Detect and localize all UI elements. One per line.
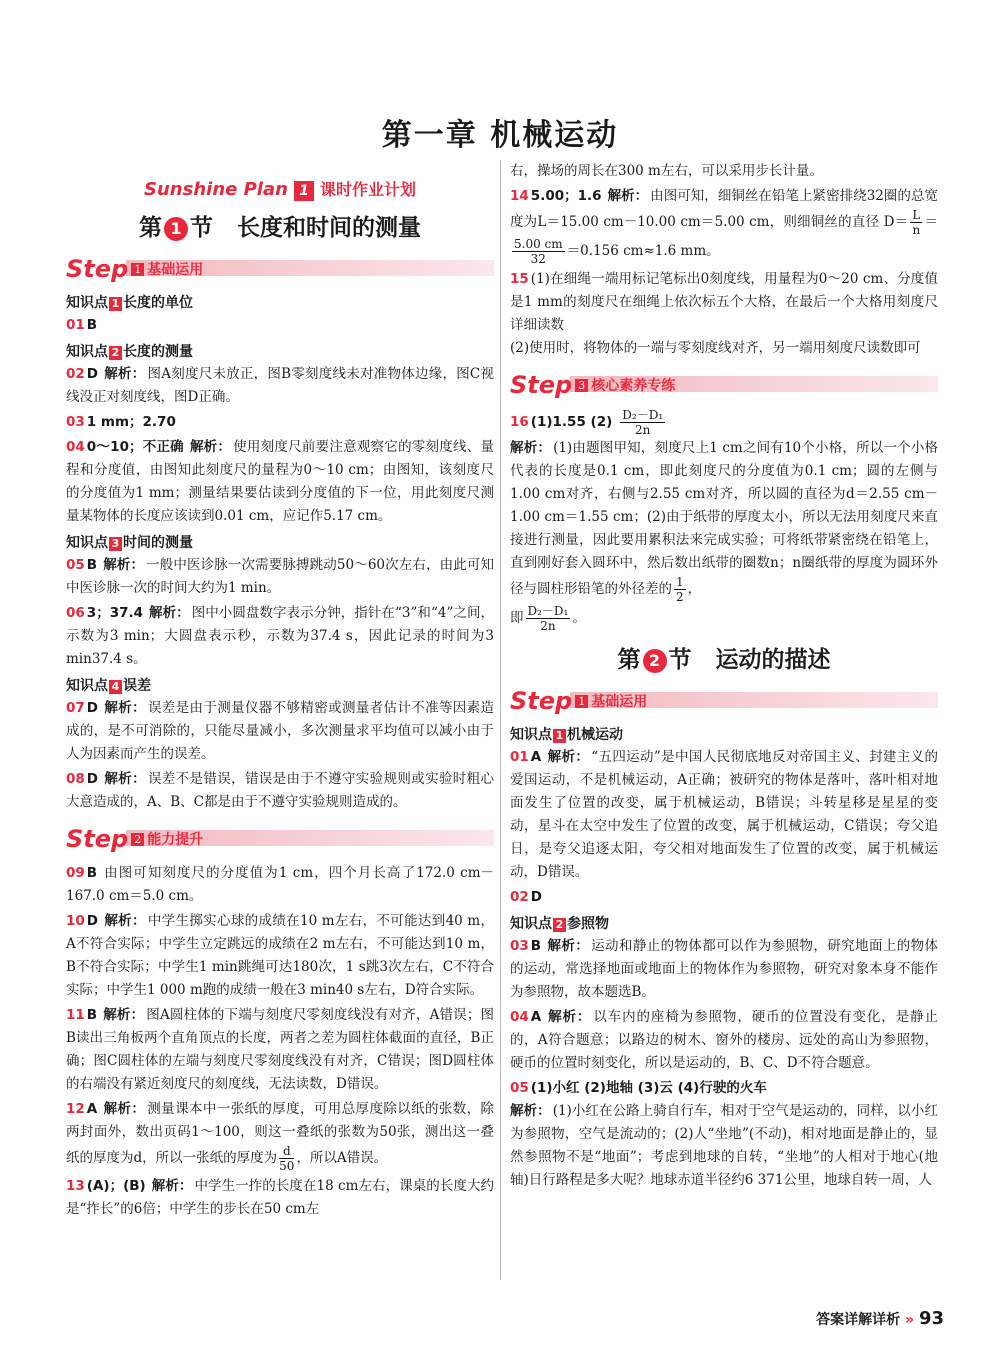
footer-arrow-icon: »	[905, 1312, 915, 1328]
answer-item: 08 D 解析： 误差不是错误，错误是由于不遵守实验规则或实验时粗心大意造成的，A、B、C都是由于不遵守实验规则造成的。	[66, 771, 495, 810]
knowledge-point: 知识点 1 机械运动	[510, 727, 623, 743]
answer-item: 05 B 解析： 一般中医诊脉一次需要脉搏跳动50～60次左右，由此可知中医诊脉一次的时间大约为1 min。	[66, 557, 495, 596]
answer-item: 03 B 解析： 运动和静止的物体都可以作为参照物，研究地面上的物体的运动，常选择地面或地面上的物体作为参照物，研究对象本身不能作为参照物，故本题选B。	[510, 938, 939, 1000]
fraction: $\frac{\text{D₂－D₁}}{2n}$	[622, 408, 664, 437]
left-column	[66, 165, 494, 1223]
answer-item: 04 0～10；不正确 解析： 使用刻度尺前要注意观察它的零刻度线、量程和分度值，由图知此刻度尺的量程为0～10 cm；由图知，该刻度尺的分度值为1 mm；测量结果要估读到分度值的下一位，用此刻度尺测量某物体的长度应该读到0.01 cm，应记作5.17 cm。	[66, 439, 495, 524]
answer-item: 09 B 由图可知刻度尺的分度值为1 cm，四个月长高了172.0 cm－167.0 cm＝5.0 cm。	[66, 865, 494, 904]
answer-item: 02 D 解析： 图A刻度尺未放正，图B零刻度线未对准物体边缘，图C视线没正对刻度线，图D正确。	[66, 366, 495, 405]
page-footer	[816, 1308, 944, 1329]
knowledge-point: 知识点 1 长度的单位	[66, 295, 193, 311]
page-number: 93	[918, 1308, 944, 1329]
fraction: $\frac{\text{D₂－D₁}}{2n}$	[527, 604, 569, 633]
answer-item: 15 (1)在细绳一端用标记笔标出0刻度线，用量程为0～20 cm、分度值是1 mm的刻度尺在细绳上依次标五个大格，在最后一个大格用刻度尺详细读数 (2)使用时，将物体的一端与零刻度线对齐，另一端用刻度尺读数即可	[510, 271, 938, 356]
answer-item: 06 3；37.4 解析： 图中小圆盘数字表示分钟，指针在“3”和“4”之间，示数为3 min；大圆盘表示秒，示数为37.4 s，因此记录的时间为3 min37.4 s。	[66, 605, 494, 667]
column-divider	[500, 160, 501, 1280]
answer-item: 12 A 解析： 测量课本中一张纸的厚度，可用总厚度除以纸的张数，除两封面外，数出页码1～100，则这一叠纸的张数为50张，测出这一叠纸的厚度为d，所以一张纸的厚度为 $\frac{d}{50}$ ，所以A错误。	[66, 1101, 495, 1173]
fraction: $\frac{L}{n}$	[912, 208, 921, 237]
plan-en: Sunshine Plan	[144, 179, 288, 200]
step-core: Step 3 核心素养专练	[510, 368, 938, 402]
plan-zh: 课时作业计划	[319, 180, 416, 199]
fraction: $\frac{5.00 cm}{32}$	[514, 237, 563, 266]
answer-item: 16 (1)1.55 (2) $\frac{\text{D₂－D₁}}{2n}$ 解析： (1)由题图甲知，刻度尺上1 cm之间有10个小格，所以一个小格代表的长度是0.1 cm，即此刻度尺的分度值为0.1 cm；圆的左侧与1.00 cm对齐，右侧与2.55 cm对齐，所以圆的直径为d＝2.55 cm－1.00 cm＝1.55 cm；(2)由于纸带的厚度太小，所以无法用刻度尺来直接进行测量，因此要用累积法来完成实验；可将纸带紧密绕在铅笔上，直到刚好套入圆环中，然后数出纸带的圈数n；n圈纸带的厚度为圆环外径与圆柱形铅笔的外径差的 $\frac{1}{2}$ ， 即 $\frac{\text{D₂－D₁}}{2n}$ 。	[510, 408, 939, 633]
right-column	[510, 160, 938, 1194]
plan-banner	[66, 177, 494, 201]
answer-item: 13 (A)；(B) 解析： 中学生一拃的长度在18 cm左右，课桌的长度大约是“拃长”的6倍；中学生的步长在50 cm左	[66, 1178, 494, 1217]
step-basic: Step 1 基础运用	[66, 252, 494, 286]
answer-item: 11 B 解析： 图A圆柱体的下端与刻度尺零刻度线没有对齐，A错误；图B读出三角板两个直角顶点的长度，两者之差为圆柱体截面的直径，B正确；图C圆柱体的左端与刻度尺零刻度线没有对齐，C错误；图D圆柱体的右端没有紧近刻度尺的刻度线，无法读数，D错误。	[66, 1007, 495, 1092]
answer-item: 05 (1)小红 (2)地轴 (3)云 (4)行驶的火车 解析： (1)小红在公路上骑自行车，相对于空气是运动的，同样，以小红为参照物，空气是流动的；(2)人“坐地”(不动)，相对地面是静止的，显然参照物不是“地面”；考虑到地球的自转，“坐地”的人相对于地心(地轴)日行路程是多大呢？地球赤道半径约6 371公里，地球自转一周，人	[510, 1080, 938, 1188]
answer-item: 01 A 解析： “五四运动”是中国人民彻底地反对帝国主义、封建主义的爱国运动，不是机械运动，A正确；被研究的物体是落叶，落叶相对地面发生了位置的改变，属于机械运动，B错误；斗转星移是星星的变动，星斗在太空中发生了位置的改变，属于机械运动，C错误；夸父追日，是夸父追逐太阳，夸父相对地面发生了位置的改变，属于机械运动，D错误。	[510, 749, 939, 880]
answer-item: 01 B	[66, 317, 98, 333]
plan-num: 1	[294, 181, 314, 201]
step-basic-2: Step 1 基础运用	[510, 684, 938, 718]
footer-label: 答案详解详析	[816, 1312, 901, 1328]
answer-item: 10 D 解析： 中学生掷实心球的成绩在10 m左右，不可能达到40 m，A不符合实际；中学生立定跳远的成绩在2 m左右，不可能达到10 m，B不符合实际；中学生1 min跳绳可达180次，1 s跳3次左右，C不符合实际；中学生1 000 m跑的成绩一般在3 min40 s左右，D符合实际。	[66, 913, 494, 998]
answer-item: 03 1 mm；2.70	[66, 414, 176, 430]
knowledge-point: 知识点 4 误差	[66, 678, 151, 694]
section-2-title: 第 2 节 运动的描述	[617, 647, 831, 673]
knowledge-point: 知识点 3 时间的测量	[66, 535, 193, 551]
fraction: $\frac{1}{2}$	[676, 575, 684, 604]
chapter-title: 第一章 机械运动	[381, 118, 619, 153]
section-1-title: 第 1 节 长度和时间的测量	[139, 215, 421, 241]
knowledge-point: 知识点 2 参照物	[510, 916, 609, 932]
step-advance: Step 2 能力提升	[66, 822, 494, 856]
answer-item-continued: 右，操场的周长在300 m左右，可以采用步长计量。	[510, 163, 823, 179]
fraction: $\frac{d}{50}$	[279, 1144, 295, 1173]
answer-item: 04 A 解析： 以车内的座椅为参照物，硬币的位置没有变化，是静止的，A符合题意；以路边的树木、窗外的楼房、远处的高山为参照物，硬币的位置时刻变化，所以是运动的，B、C、D不符合题意。	[510, 1009, 939, 1071]
answer-item: 07 D 解析： 误差是由于测量仪器不够精密或测量者估计不准等因素造成的，是不可消除的，只能尽量减小，多次测量求平均值可以减小由于人为因素而产生的误差。	[66, 700, 495, 762]
answer-item: 02 D	[510, 889, 543, 905]
answer-item: 14 5.00；1.6 解析： 由图可知，细铜丝在铅笔上紧密排绕32圈的总宽度为L＝15.00 cm－10.00 cm＝5.00 cm，则细铜丝的直径 D＝ $\frac{L}{n}$ ＝ $\frac{5.00 cm}{32}$ ＝0.156 cm≈1.6 mm。	[510, 188, 939, 266]
knowledge-point: 知识点 2 长度的测量	[66, 344, 193, 360]
